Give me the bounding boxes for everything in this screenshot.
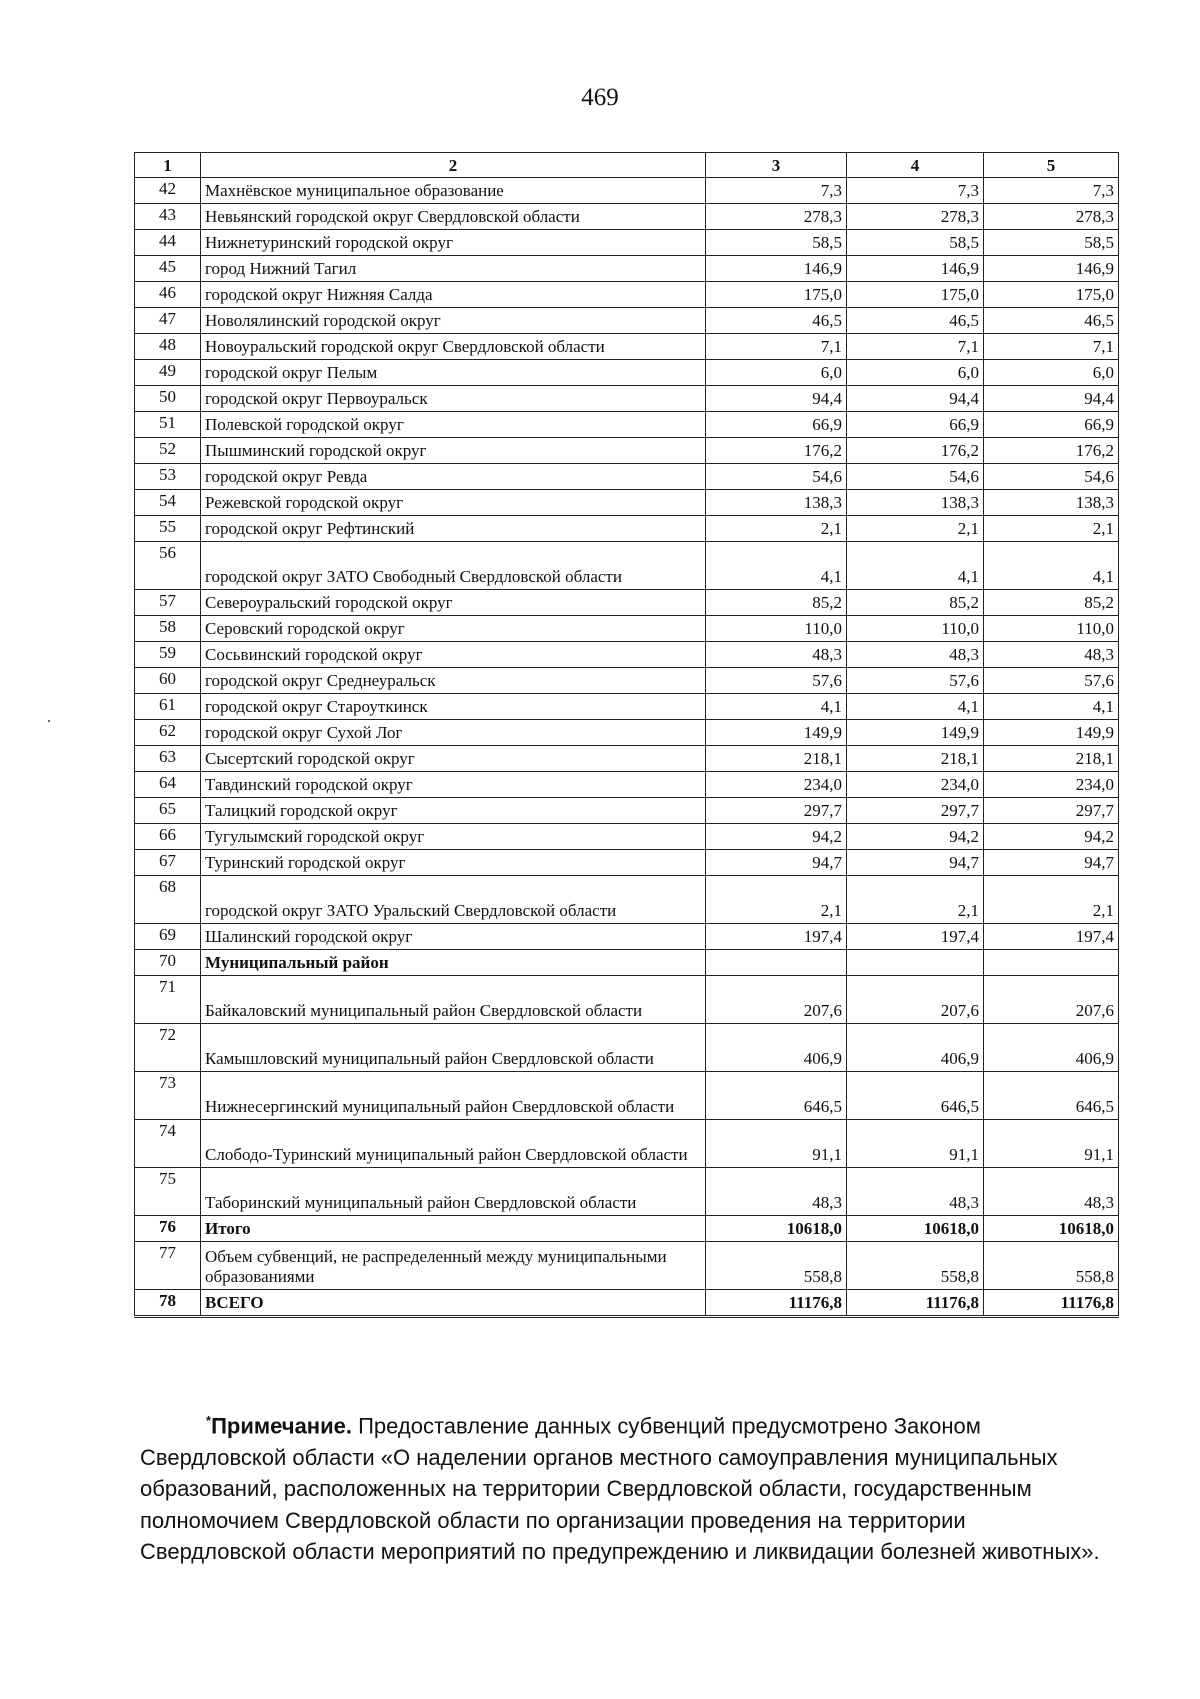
municipality-name-cell: Итого	[201, 1216, 706, 1242]
municipality-name-cell: Нижнесергинский муниципальный район Свердловской области	[201, 1072, 706, 1120]
value-col3-cell: 6,0	[706, 360, 847, 386]
table-row	[135, 950, 1119, 976]
value-col3-cell: 4,1	[706, 542, 847, 590]
value-col3-cell: 66,9	[706, 412, 847, 438]
value-col5-cell: 91,1	[984, 1120, 1119, 1168]
table-row	[135, 590, 1119, 616]
value-col5-cell: 646,5	[984, 1072, 1119, 1120]
table-row	[135, 1168, 1119, 1216]
value-col3-cell: 94,4	[706, 386, 847, 412]
value-col3-cell: 218,1	[706, 746, 847, 772]
table-row	[135, 1242, 1119, 1290]
row-number-cell: 65	[135, 798, 201, 824]
table-row	[135, 1024, 1119, 1072]
table-row	[135, 1072, 1119, 1120]
value-col5-cell: 558,8	[984, 1242, 1119, 1290]
value-col5-cell: 176,2	[984, 438, 1119, 464]
table-row	[135, 256, 1119, 282]
row-number-cell: 61	[135, 694, 201, 720]
value-col5-cell	[984, 950, 1119, 976]
row-number-cell: 50	[135, 386, 201, 412]
municipality-name-cell: Тугулымский городской округ	[201, 824, 706, 850]
municipality-name-cell: Шалинский городской округ	[201, 924, 706, 950]
municipality-name-cell: городской округ Первоуральск	[201, 386, 706, 412]
row-number-cell: 66	[135, 824, 201, 850]
table-row	[135, 924, 1119, 950]
municipality-name-cell: Серовский городской округ	[201, 616, 706, 642]
table-row	[135, 438, 1119, 464]
table-row	[135, 694, 1119, 720]
value-col3-cell: 11176,8	[706, 1290, 847, 1317]
value-col4-cell: 91,1	[847, 1120, 984, 1168]
page-number: 469	[581, 84, 619, 111]
value-col5-cell: 94,4	[984, 386, 1119, 412]
row-number-cell: 58	[135, 616, 201, 642]
value-col5-cell: 197,4	[984, 924, 1119, 950]
value-col3-cell: 2,1	[706, 876, 847, 924]
value-col3-cell: 175,0	[706, 282, 847, 308]
row-number-cell: 47	[135, 308, 201, 334]
row-number-cell: 78	[135, 1290, 201, 1317]
value-col3-cell: 138,3	[706, 490, 847, 516]
table-row	[135, 976, 1119, 1024]
municipality-name-cell: Сысертский городской округ	[201, 746, 706, 772]
municipality-name-cell: Новолялинский городской округ	[201, 308, 706, 334]
value-col3-cell: 48,3	[706, 1168, 847, 1216]
value-col3-cell: 149,9	[706, 720, 847, 746]
municipality-name-cell: Камышловский муниципальный район Свердловской области	[201, 1024, 706, 1072]
table-row	[135, 542, 1119, 590]
footnote-label: Примечание.	[211, 1413, 352, 1439]
value-col3-cell: 207,6	[706, 976, 847, 1024]
table-row	[135, 876, 1119, 924]
municipality-name-cell: Объем субвенций, не распределенный между муниципальными образованиями	[201, 1242, 706, 1290]
table-row	[135, 516, 1119, 542]
value-col3-cell: 85,2	[706, 590, 847, 616]
value-col4-cell: 54,6	[847, 464, 984, 490]
footnote	[140, 1405, 1100, 1568]
municipality-name-cell: Тавдинский городской округ	[201, 772, 706, 798]
value-col5-cell: 110,0	[984, 616, 1119, 642]
table-row	[135, 1120, 1119, 1168]
value-col5-cell: 54,6	[984, 464, 1119, 490]
municipality-name-cell: Байкаловский муниципальный район Свердловской области	[201, 976, 706, 1024]
table-row	[135, 616, 1119, 642]
value-col5-cell: 234,0	[984, 772, 1119, 798]
value-col5-cell: 175,0	[984, 282, 1119, 308]
row-number-cell: 57	[135, 590, 201, 616]
municipality-name-cell: Туринский городской округ	[201, 850, 706, 876]
row-number-cell: 62	[135, 720, 201, 746]
value-col5-cell: 146,9	[984, 256, 1119, 282]
value-col4-cell: 406,9	[847, 1024, 984, 1072]
municipality-name-cell: Пышминский городской округ	[201, 438, 706, 464]
table-row	[135, 746, 1119, 772]
value-col5-cell: 7,3	[984, 178, 1119, 204]
municipality-name-cell: городской округ Сухой Лог	[201, 720, 706, 746]
value-col3-cell: 48,3	[706, 642, 847, 668]
row-number-cell: 42	[135, 178, 201, 204]
row-number-cell: 53	[135, 464, 201, 490]
value-col3-cell: 94,2	[706, 824, 847, 850]
row-number-cell: 54	[135, 490, 201, 516]
value-col4-cell: 138,3	[847, 490, 984, 516]
value-col4-cell: 7,1	[847, 334, 984, 360]
municipality-name-cell: Таборинский муниципальный район Свердловской области	[201, 1168, 706, 1216]
table-row	[135, 850, 1119, 876]
value-col4-cell: 57,6	[847, 668, 984, 694]
value-col4-cell: 46,5	[847, 308, 984, 334]
value-col4-cell: 2,1	[847, 516, 984, 542]
row-number-cell: 51	[135, 412, 201, 438]
value-col3-cell: 10618,0	[706, 1216, 847, 1242]
row-number-cell: 72	[135, 1024, 201, 1072]
municipality-name-cell: город Нижний Тагил	[201, 256, 706, 282]
row-number-cell: 59	[135, 642, 201, 668]
municipality-name-cell: Махнёвское муниципальное образование	[201, 178, 706, 204]
table-row	[135, 282, 1119, 308]
value-col5-cell: 11176,8	[984, 1290, 1119, 1317]
subvention-table	[134, 152, 1119, 1318]
value-col3-cell: 176,2	[706, 438, 847, 464]
row-number-cell: 74	[135, 1120, 201, 1168]
value-col5-cell: 207,6	[984, 976, 1119, 1024]
row-number-cell: 48	[135, 334, 201, 360]
value-col3-cell: 7,1	[706, 334, 847, 360]
table-row	[135, 412, 1119, 438]
value-col3-cell: 646,5	[706, 1072, 847, 1120]
value-col3-cell: 46,5	[706, 308, 847, 334]
row-number-cell: 68	[135, 876, 201, 924]
table-row	[135, 230, 1119, 256]
row-number-cell: 70	[135, 950, 201, 976]
municipality-name-cell: Североуральский городской округ	[201, 590, 706, 616]
value-col5-cell: 58,5	[984, 230, 1119, 256]
value-col5-cell: 2,1	[984, 876, 1119, 924]
municipality-name-cell: городской округ ЗАТО Уральский Свердловской области	[201, 876, 706, 924]
value-col4-cell: 48,3	[847, 1168, 984, 1216]
value-col4-cell: 94,2	[847, 824, 984, 850]
value-col5-cell: 46,5	[984, 308, 1119, 334]
footnote-asterisk: *	[206, 1413, 212, 1428]
municipality-name-cell: Режевской городской округ	[201, 490, 706, 516]
value-col4-cell: 646,5	[847, 1072, 984, 1120]
row-number-cell: 75	[135, 1168, 201, 1216]
value-col5-cell: 149,9	[984, 720, 1119, 746]
row-number-cell: 45	[135, 256, 201, 282]
value-col5-cell: 57,6	[984, 668, 1119, 694]
row-number-cell: 77	[135, 1242, 201, 1290]
value-col3-cell: 4,1	[706, 694, 847, 720]
table-body	[135, 178, 1119, 1317]
column-header: 4	[847, 153, 984, 178]
value-col4-cell: 4,1	[847, 542, 984, 590]
municipality-name-cell: городской округ Среднеуральск	[201, 668, 706, 694]
value-col3-cell: 91,1	[706, 1120, 847, 1168]
value-col4-cell: 176,2	[847, 438, 984, 464]
row-number-cell: 67	[135, 850, 201, 876]
value-col3-cell: 110,0	[706, 616, 847, 642]
municipality-name-cell: Новоуральский городской округ Свердловской области	[201, 334, 706, 360]
row-number-cell: 55	[135, 516, 201, 542]
value-col4-cell: 278,3	[847, 204, 984, 230]
value-col4-cell: 11176,8	[847, 1290, 984, 1317]
column-header: 1	[135, 153, 201, 178]
value-col5-cell: 66,9	[984, 412, 1119, 438]
row-number-cell: 64	[135, 772, 201, 798]
value-col4-cell: 110,0	[847, 616, 984, 642]
table-row	[135, 824, 1119, 850]
value-col5-cell: 48,3	[984, 642, 1119, 668]
value-col4-cell: 10618,0	[847, 1216, 984, 1242]
value-col4-cell: 234,0	[847, 772, 984, 798]
value-col4-cell: 58,5	[847, 230, 984, 256]
value-col5-cell: 94,7	[984, 850, 1119, 876]
row-number-cell: 46	[135, 282, 201, 308]
value-col5-cell: 7,1	[984, 334, 1119, 360]
municipality-name-cell: Сосьвинский городской округ	[201, 642, 706, 668]
table-header-row	[135, 153, 1119, 178]
row-number-cell: 63	[135, 746, 201, 772]
municipality-name-cell: ВСЕГО	[201, 1290, 706, 1317]
value-col5-cell: 278,3	[984, 204, 1119, 230]
table-row	[135, 464, 1119, 490]
row-number-cell: 76	[135, 1216, 201, 1242]
table-row	[135, 720, 1119, 746]
value-col4-cell: 66,9	[847, 412, 984, 438]
row-number-cell: 60	[135, 668, 201, 694]
value-col3-cell: 58,5	[706, 230, 847, 256]
value-col3-cell: 2,1	[706, 516, 847, 542]
value-col4-cell: 218,1	[847, 746, 984, 772]
value-col3-cell: 406,9	[706, 1024, 847, 1072]
table-row	[135, 772, 1119, 798]
row-number-cell: 56	[135, 542, 201, 590]
value-col3-cell: 146,9	[706, 256, 847, 282]
value-col4-cell: 558,8	[847, 1242, 984, 1290]
value-col3-cell: 278,3	[706, 204, 847, 230]
value-col4-cell: 85,2	[847, 590, 984, 616]
municipality-name-cell: городской округ ЗАТО Свободный Свердловской области	[201, 542, 706, 590]
table-row	[135, 668, 1119, 694]
value-col5-cell: 10618,0	[984, 1216, 1119, 1242]
scan-artifact-dot	[48, 720, 50, 722]
value-col4-cell: 4,1	[847, 694, 984, 720]
municipality-name-cell: городской округ Нижняя Салда	[201, 282, 706, 308]
table-row	[135, 1290, 1119, 1317]
value-col3-cell: 297,7	[706, 798, 847, 824]
table-row	[135, 1216, 1119, 1242]
column-header: 2	[201, 153, 706, 178]
value-col5-cell: 48,3	[984, 1168, 1119, 1216]
column-header: 5	[984, 153, 1119, 178]
value-col4-cell: 149,9	[847, 720, 984, 746]
value-col5-cell: 4,1	[984, 694, 1119, 720]
table-row	[135, 490, 1119, 516]
value-col3-cell	[706, 950, 847, 976]
row-number-cell: 73	[135, 1072, 201, 1120]
row-number-cell: 49	[135, 360, 201, 386]
municipality-name-cell: Талицкий городской округ	[201, 798, 706, 824]
value-col5-cell: 406,9	[984, 1024, 1119, 1072]
value-col3-cell: 197,4	[706, 924, 847, 950]
row-number-cell: 43	[135, 204, 201, 230]
value-col4-cell: 94,7	[847, 850, 984, 876]
value-col4-cell	[847, 950, 984, 976]
municipality-name-cell: городской округ Староуткинск	[201, 694, 706, 720]
row-number-cell: 52	[135, 438, 201, 464]
value-col3-cell: 558,8	[706, 1242, 847, 1290]
value-col5-cell: 4,1	[984, 542, 1119, 590]
value-col5-cell: 6,0	[984, 360, 1119, 386]
municipality-name-cell: Невьянский городской округ Свердловской области	[201, 204, 706, 230]
value-col3-cell: 234,0	[706, 772, 847, 798]
value-col4-cell: 146,9	[847, 256, 984, 282]
table-row	[135, 178, 1119, 204]
value-col5-cell: 218,1	[984, 746, 1119, 772]
value-col4-cell: 6,0	[847, 360, 984, 386]
value-col5-cell: 138,3	[984, 490, 1119, 516]
table-row	[135, 642, 1119, 668]
footnote-text: Предоставление данных субвенций предусмотрено Законом Свердловской области «О наделении органов местного самоуправления муниципальных образований, расположенных на территории Свердловской области, государственным полномочием Свердловской области по организации проведения на территории Свердловской области мероприятий по предупреждению и ликвидации болезней животных».	[140, 1413, 1100, 1565]
value-col5-cell: 2,1	[984, 516, 1119, 542]
table-row	[135, 798, 1119, 824]
table-row	[135, 334, 1119, 360]
municipality-name-cell: Муниципальный район	[201, 950, 706, 976]
value-col5-cell: 85,2	[984, 590, 1119, 616]
municipality-name-cell: городской округ Рефтинский	[201, 516, 706, 542]
value-col4-cell: 207,6	[847, 976, 984, 1024]
table-row	[135, 386, 1119, 412]
value-col3-cell: 94,7	[706, 850, 847, 876]
municipality-name-cell: городской округ Ревда	[201, 464, 706, 490]
value-col4-cell: 48,3	[847, 642, 984, 668]
table-row	[135, 308, 1119, 334]
value-col4-cell: 197,4	[847, 924, 984, 950]
value-col4-cell: 2,1	[847, 876, 984, 924]
value-col4-cell: 94,4	[847, 386, 984, 412]
row-number-cell: 44	[135, 230, 201, 256]
value-col4-cell: 297,7	[847, 798, 984, 824]
value-col3-cell: 7,3	[706, 178, 847, 204]
municipality-name-cell: Полевской городской округ	[201, 412, 706, 438]
value-col4-cell: 175,0	[847, 282, 984, 308]
value-col4-cell: 7,3	[847, 178, 984, 204]
table-row	[135, 360, 1119, 386]
municipality-name-cell: городской округ Пелым	[201, 360, 706, 386]
row-number-cell: 69	[135, 924, 201, 950]
municipality-name-cell: Слободо-Туринский муниципальный район Свердловской области	[201, 1120, 706, 1168]
column-header: 3	[706, 153, 847, 178]
row-number-cell: 71	[135, 976, 201, 1024]
value-col5-cell: 94,2	[984, 824, 1119, 850]
municipality-name-cell: Нижнетуринский городской округ	[201, 230, 706, 256]
value-col5-cell: 297,7	[984, 798, 1119, 824]
value-col3-cell: 57,6	[706, 668, 847, 694]
value-col3-cell: 54,6	[706, 464, 847, 490]
table-row	[135, 204, 1119, 230]
